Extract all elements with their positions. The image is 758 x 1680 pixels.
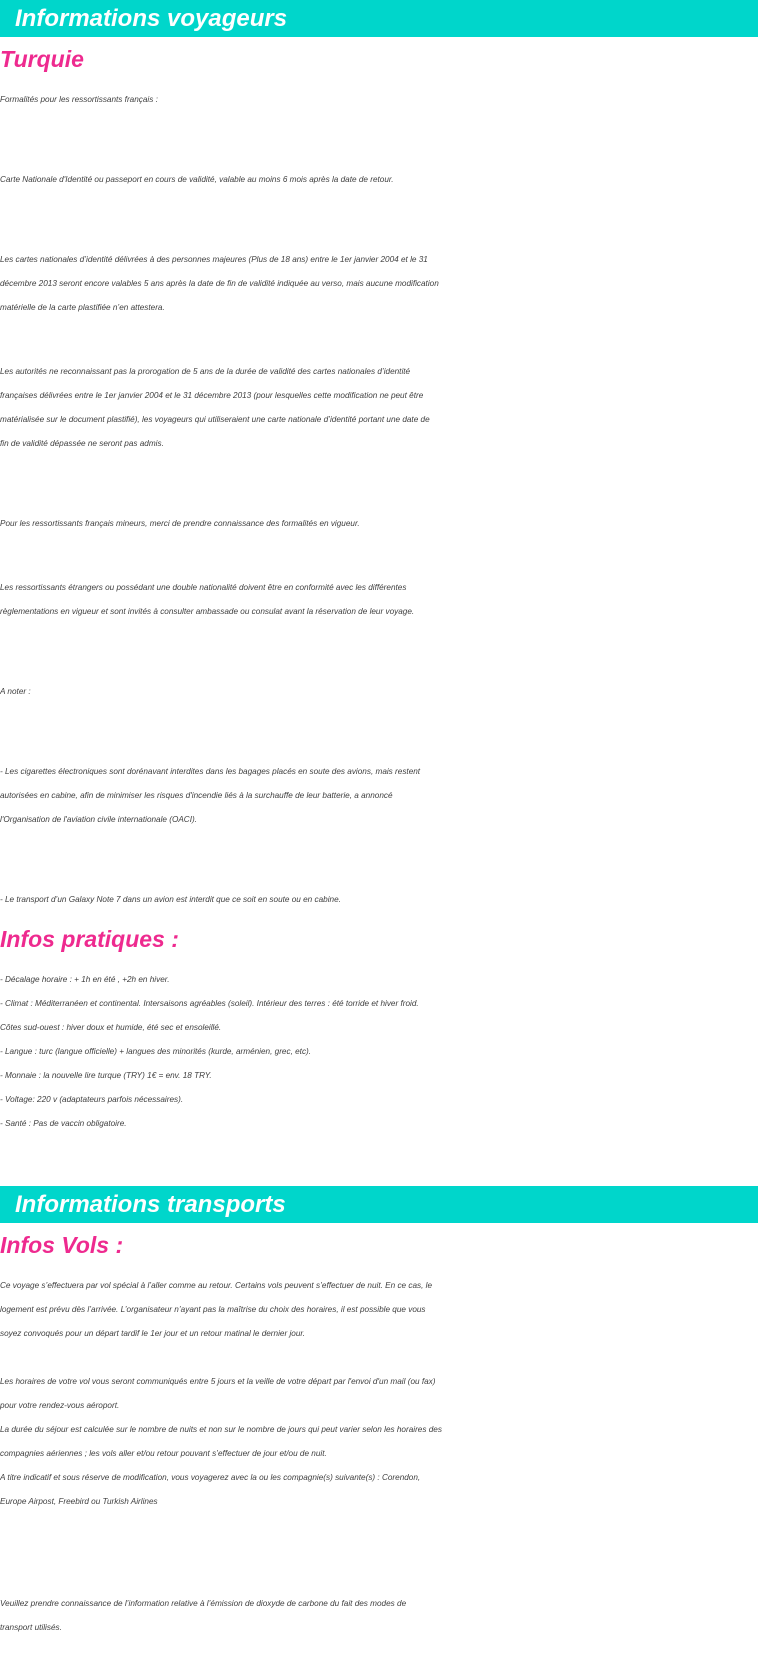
- formalities-extension-notice: Les autorités ne reconnaissant pas la prorogation de 5 ans de la durée de validité des cartes nationales d’identité françaises délivrées entre le 1er janvier 2004 et le 31 décembre 2013 (pour lesquelles cette modification ne peut être matérialisée sur le document plastifié), les voyageurs qui utiliseraient une carte nationale d’identité portant une date de fin de validité dépassée ne seront pas admis.: [0, 367, 430, 448]
- formalities-id-card: Carte Nationale d'Identité ou passeport en cours de validité, valable au moins 6 mois après la date de retour.: [0, 175, 394, 184]
- country-heading: Turquie: [0, 46, 84, 72]
- flights-schedule: Les horaires de votre vol vous seront communiqués entre 5 jours et la veille de votre départ par l'envoi d'un mail (ou fax) pour votre rendez-vous aéroport. La durée du séjour est calculée sur le nombre de nuits et non sur le nombre de jours qui peut varier selon les horaires des compagnies aériennes ; les vols aller et/ou retour pouvant s’effectuer de jour et/ou de nuit. A titre indicatif et sous réserve de modification, vous voyagerez avec la ou les compagnie(s) suivante(s) : Corendon, Europe Airpost, Freebird ou Turkish Airlines: [0, 1377, 442, 1506]
- flights-heading: Infos Vols :: [0, 1232, 124, 1258]
- note-ecigarettes: - Les cigarettes électroniques sont dorénavant interdites dans les bagages placés en soute des avions, mais restent autorisées en cabine, afin de minimiser les risques d'incendie liés à la surchauffe de leur batterie, a annoncé l'Organisation de l'aviation civile internationale (OACI).: [0, 767, 421, 824]
- travel-info-banner: Informations voyageurs: [0, 0, 758, 37]
- practical-climate: - Climat : Méditerranéen et continental. Intersaisons agréables (soleil). Intérieur des terres : été torride et hiver froid.: [0, 999, 419, 1008]
- practical-health: - Santé : Pas de vaccin obligatoire.: [0, 1119, 127, 1128]
- flights-co2-notice: Veuillez prendre connaissance de l’information relative à l’émission de dioxyde de carbone du fait des modes de transport utilisés.: [0, 1599, 407, 1632]
- practical-timezone: - Décalage horaire : + 1h en été , +2h en hiver.: [0, 975, 170, 984]
- formalities-intro: Formalités pour les ressortissants français :: [0, 95, 158, 104]
- formalities-foreigners: Les ressortissants étrangers ou possédant une double nationalité doivent être en conformité avec les différentes règlementations en vigueur et sont invités à consulter ambassade ou consulat avant la réservation de leur voyage.: [0, 583, 415, 616]
- flights-special-flight: Ce voyage s’effectuera par vol spécial à l’aller comme au retour. Certains vols peuvent s’effectuer de nuit. En ce cas, le logement est prévu dès l’arrivée. L’organisateur n’ayant pas la maîtrise du choix des horaires, il est possible que vous soyez convoqués pour un départ tardif le 1er jour et un retour matinal le dernier jour.: [0, 1281, 433, 1338]
- practical-currency: - Monnaie : la nouvelle lire turque (TRY) 1€ = env. 18 TRY.: [0, 1071, 212, 1080]
- note-galaxy-note7: - Le transport d’un Galaxy Note 7 dans un avion est interdit que ce soit en soute ou en cabine.: [0, 895, 341, 904]
- practical-info-heading: Infos pratiques :: [0, 926, 179, 952]
- transport-info-banner: Informations transports: [0, 1186, 758, 1223]
- practical-language: - Langue : turc (langue officielle) + langues des minorités (kurde, arménien, grec, etc).: [0, 1047, 312, 1056]
- formalities-id-validity: Les cartes nationales d’identité délivrées à des personnes majeures (Plus de 18 ans) entre le 1er janvier 2004 et le 31 décembre 2013 seront encore valables 5 ans après la date de fin de validité indiquée au verso, mais aucune modification matérielle de la carte plastifiée n’en attestera.: [0, 255, 439, 312]
- formalities-minors: Pour les ressortissants français mineurs, merci de prendre connaissance des formalités en vigueur.: [0, 519, 360, 528]
- practical-voltage: - Voltage: 220 v (adaptateurs parfois nécessaires).: [0, 1095, 184, 1104]
- practical-climate-coast: Côtes sud-ouest : hiver doux et humide, été sec et ensoleillé.: [0, 1023, 222, 1032]
- practical-info-list: [0, 968, 758, 1136]
- note-heading: A noter :: [0, 687, 31, 696]
